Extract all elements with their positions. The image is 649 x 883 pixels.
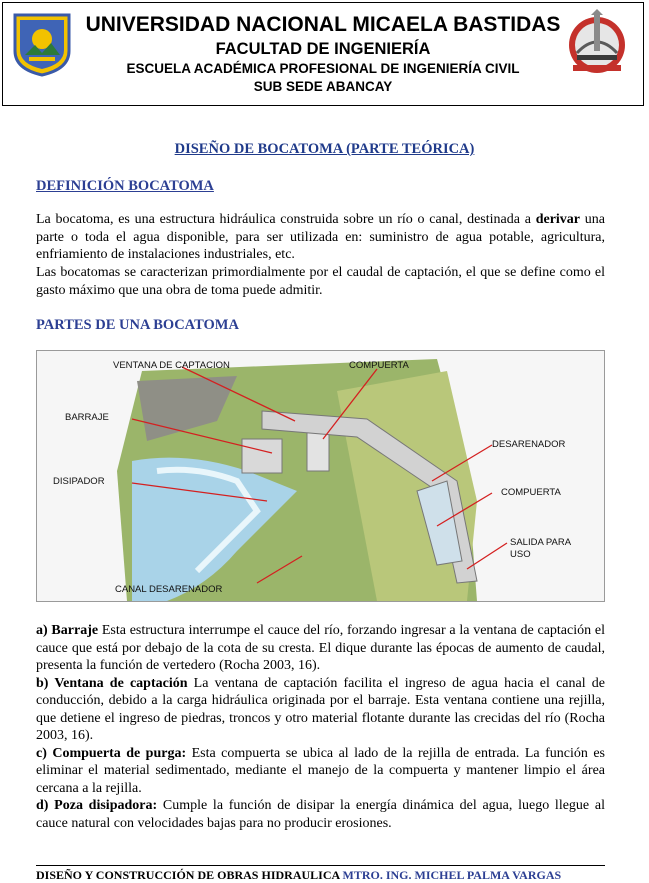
label-salida-2: USO [510, 549, 531, 560]
definition-item [36, 745, 605, 798]
footer-course: DISEÑO Y CONSTRUCCIÓN DE OBRAS HIDRAULICA [36, 868, 340, 882]
document-header [2, 2, 644, 106]
bold-term: derivar [535, 212, 581, 227]
bocatoma-diagram [36, 350, 605, 602]
paragraph-text: La bocatoma, es una estructura hidráulica construida sobre un río o canal, destinada a [36, 212, 536, 227]
section-heading-parts: PARTES DE UNA BOCATOMA [36, 317, 239, 333]
section-heading-definition: DEFINICIÓN BOCATOMA [36, 178, 214, 194]
definition-item [36, 675, 605, 745]
definition-text: Cumple la función de disipar la energía dinámica del agua, luego llegue al cauce natural con velocidades bajas para no producir erosiones. [36, 798, 605, 831]
label-desarenador: DESARENADOR [492, 439, 566, 450]
characterization-paragraph: Las bocatomas se caracterizan primordialmente por el caudal de captación, el que se define como el gasto máximo que una obra de toma puede admitir. [36, 265, 605, 298]
definition-term: a) Barraje [36, 623, 99, 638]
university-seal-logo [11, 11, 73, 77]
bocatoma-illustration [37, 351, 604, 601]
label-salida-1: SALIDA PARA [510, 537, 572, 548]
university-name: UNIVERSIDAD NACIONAL MICAELA BASTIDAS [85, 13, 561, 36]
label-disipador: DISIPADOR [53, 476, 105, 487]
campus-name: SUB SEDE ABANCAY [253, 79, 393, 94]
paragraph-text: una parte o toda el agua disponible, para ser utilizada en: suministro de agua potable, agricultura, enfriamiento de instalaciones industriales, etc. [36, 212, 605, 262]
label-compuerta-right: COMPUERTA [501, 487, 561, 498]
footer-teacher: MTRO. ING. MICHEL PALMA VARGAS [342, 868, 562, 882]
definition-paragraph [36, 211, 605, 264]
document-title: DISEÑO DE BOCATOMA (PARTE TEÓRICA) [174, 141, 475, 157]
definition-item [36, 797, 605, 832]
faculty-name: FACULTAD DE INGENIERÍA [215, 40, 431, 58]
definition-term: d) Poza disipadora: [36, 798, 158, 813]
definition-term: c) Compuerta de purga: [36, 745, 187, 761]
civil-engineering-logo [563, 9, 631, 77]
parts-definitions [36, 622, 605, 832]
label-ventana: VENTANA DE CAPTACION [113, 360, 230, 371]
footer-divider [36, 865, 605, 866]
definition-item [36, 622, 605, 675]
page-footer [36, 868, 561, 883]
definition-term: b) Ventana de captación [36, 675, 188, 691]
label-canal: CANAL DESARENADOR [115, 584, 223, 595]
definition-text: La ventana de captación facilita el ingreso de agua hacia el canal de conducción, debido a la carga hidráulica originada por el barraje. Esta ventana contiene una rejilla, que detiene el ingreso de piedras, troncos y otro material flotante durante las crecidas del río (Rocha 2003, 16). [36, 675, 605, 743]
school-name: ESCUELA ACADÉMICA PROFESIONAL DE INGENIERÍA CIVIL [126, 61, 520, 76]
label-compuerta-top: COMPUERTA [349, 360, 409, 371]
definition-text: Esta estructura interrumpe el cauce del río, forzando ingresar a la ventana de captación el cauce que está por debajo de la cota de su cresta. El dique durante las épocas de aumento de caudal, presenta la función de vertedero (Rocha 2003, 16). [36, 623, 605, 673]
definition-text: Esta compuerta se ubica al lado de la rejilla de entrada. La función es eliminar el material sedimentado, mediante el manejo de la compuerta y mantener limpio el área cercana a la rejilla. [36, 745, 605, 796]
label-barraje: BARRAJE [65, 412, 109, 423]
